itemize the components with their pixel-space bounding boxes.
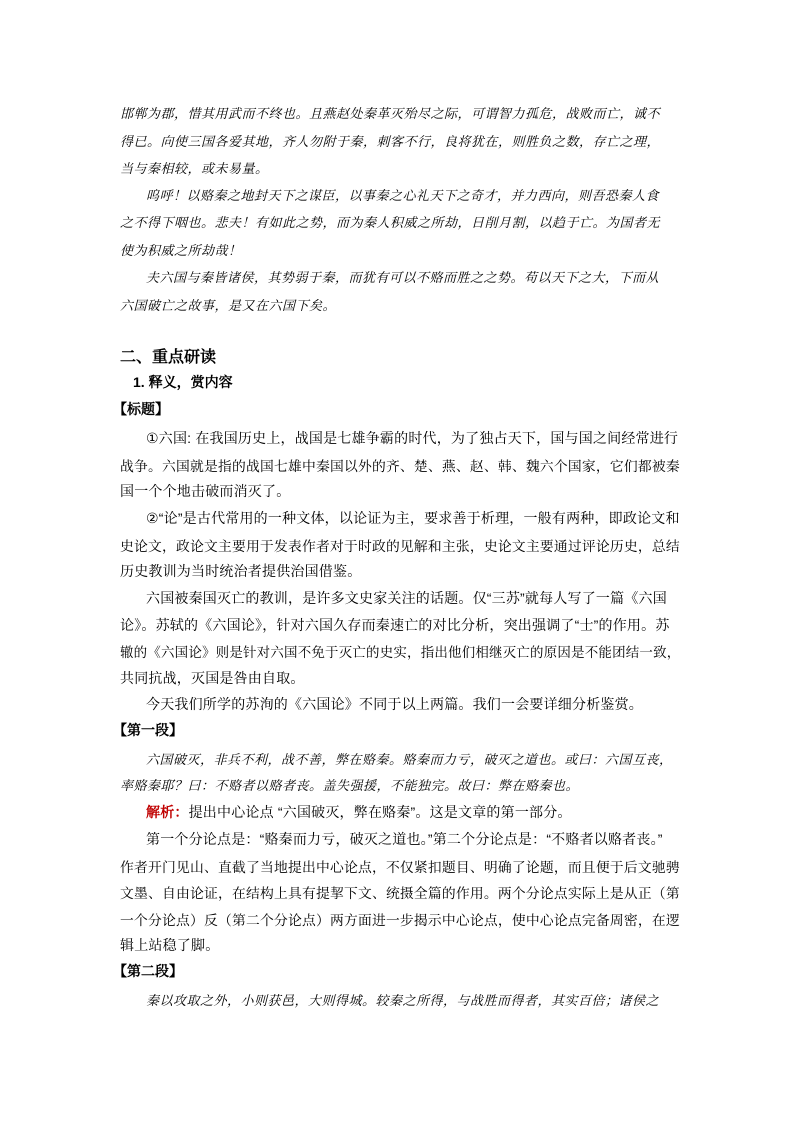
passage-line: 六国破灭，非兵不利，战不善，弊在赂秦。赂秦而力亏，破灭之道也。或曰：六国互丧，	[146, 753, 673, 768]
passage-line: 呜呼！以赂秦之地封天下之谋臣，以事秦之心礼天下之奇才，并力西向，则吾恐秦人食	[146, 189, 660, 204]
passage-line: 之不得下咽也。悲夫！有如此之势，而为秦人积威之所劫，日削月割，以趋于亡。为国者无	[120, 216, 661, 231]
body-line: 文墨、自由论证，在结构上具有提挈下文、统摄全篇的作用。两个分论点实际上是从正（第	[120, 886, 680, 901]
passage-line: 夫六国与秦皆诸侯，其势弱于秦，而犹有可以不赂而胜之之势。苟以天下之大，下而从	[146, 271, 660, 286]
passage-line: 当与秦相较，或未易量。	[120, 162, 269, 177]
passage-line: 秦以攻取之外，小则获邑，大则得城。较秦之所得，与战胜而得者，其实百倍；诸侯之	[146, 994, 660, 1009]
body-line: 辙的《六国论》则是针对六国不免于灭亡的史实，指出他们相继灭亡的原因是不能团结一致，	[120, 645, 681, 660]
body-line: 共同抗战，灭国是咎由自取。	[120, 670, 305, 686]
passage-line: 邯郸为郡，惜其用武而不终也。且燕赵处秦革灭殆尽之际，可谓智力孤危，战败而亡，诚不	[120, 107, 661, 122]
body-line: ②“论”是古代常用的一种文体，以论证为主，要求善于析理，一般有两种，即政论文和	[146, 510, 680, 526]
body-line: 六国被秦国灭亡的教训，是许多文史家关注的话题。仅“三苏”就每人写了一篇《六国	[146, 590, 667, 606]
analysis-text: 提出中心论点 “六国破灭，弊在赂秦”。这是文章的第一部分。	[188, 804, 572, 820]
body-line: 论》。苏轼的《六国论》，针对六国久存而秦速亡的对比分析，突出强调了“士”的作用。苏	[120, 617, 670, 633]
passage-line: 使为积威之所劫哉！	[120, 244, 242, 259]
subsection-title: 1. 释义，赏内容	[133, 374, 233, 390]
body-line: 今天我们所学的苏洵的《六国论》不同于以上两篇。我们一会要详细分析鉴赏。	[146, 696, 643, 712]
body-line: ①六国: 在我国历史上，战国是七雄争霸的时代，为了独占天下，国与国之间经常进行	[146, 430, 679, 446]
body-line: 一个分论点）反（第二个分论点）两方面进一步揭示中心论点，使中心论点完备周密，在逻	[120, 913, 680, 928]
body-line: 战争。六国就是指的战国七雄中秦国以外的齐、楚、燕、赵、韩、魏六个国家，它们都被秦	[120, 459, 680, 474]
body-line: 史论文，政论文主要用于发表作者对于时政的见解和主张，史论文主要通过评论历史，总结	[120, 539, 680, 554]
passage-line: 得已。向使三国各爱其地，齐人勿附于秦，刺客不行，良将犹在，则胜负之数，存亡之理，	[120, 135, 661, 150]
body-line: 作者开门见山、直截了当地提出中心论点，不仅紧扣题目、明确了论题，而且便于后文驰骋	[120, 860, 680, 875]
para2-tag: 【第二段】	[113, 963, 183, 979]
body-line: 辑上站稳了脚。	[120, 937, 220, 953]
passage-line: 六国破亡之故事，是又在六国下矣。	[120, 299, 337, 314]
body-line: 第一个分论点是：“赂秦而力亏，破灭之道也。”第二个分论点是：“不赂者以赂者丧。”	[146, 831, 663, 847]
para1-tag: 【第一段】	[113, 722, 183, 738]
title-tag: 【标题】	[113, 401, 169, 417]
analysis-label: 解析：	[146, 804, 189, 820]
passage-line: 率赂秦耶？曰：不赂者以赂者丧。盖失强援，不能独完。故曰：弊在赂秦也。	[120, 779, 580, 794]
section-title: 二、重点研读	[120, 349, 217, 366]
body-line: 国一个个地击破而消灭了。	[120, 483, 291, 499]
body-line: 历史教训为当时统治者提供治国借鉴。	[120, 563, 362, 579]
analysis-line	[146, 802, 572, 822]
